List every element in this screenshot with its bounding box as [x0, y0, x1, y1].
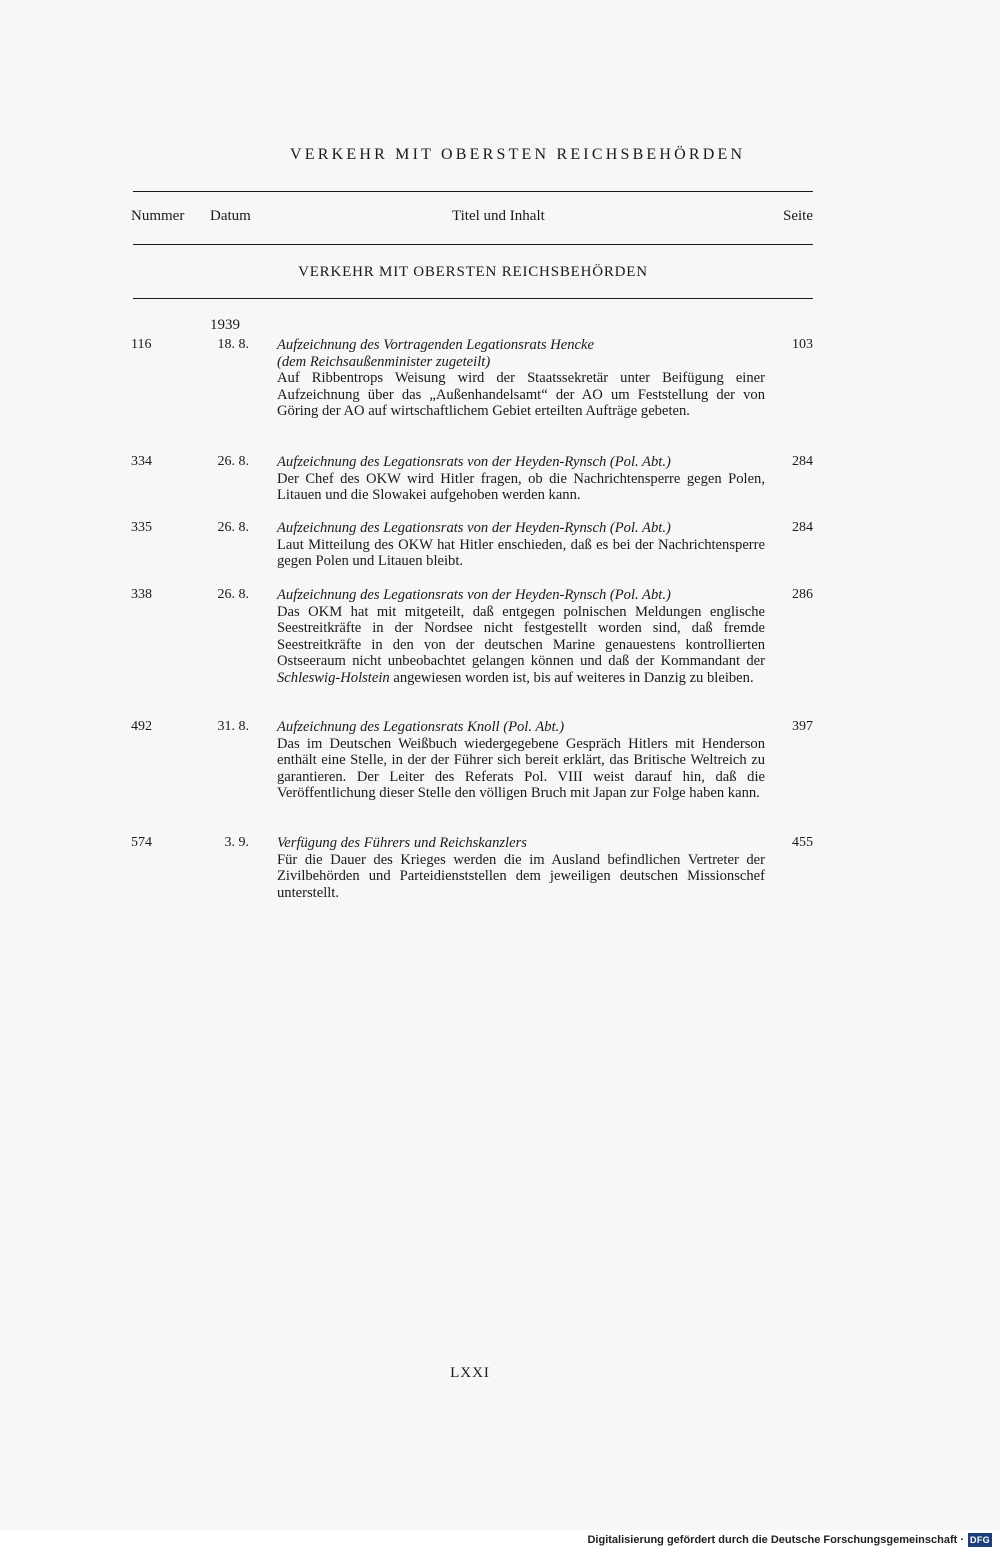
entry-date: 18. 8. [217, 337, 249, 352]
section-title: VERKEHR MIT OBERSTEN REICHSBEHÖRDEN [298, 264, 648, 280]
entry-date: 26. 8. [217, 454, 249, 469]
entry-text [277, 587, 765, 687]
entry-number: 116 [131, 337, 152, 352]
entry-text [277, 835, 765, 901]
page-folio: LXXI [450, 1365, 490, 1381]
entry-body: Das im Deutschen Weißbuch wiedergegebene Gespräch Hitlers mit Henderson enthält eine Stelle, in der der Führer sich bereit erklärt, das Britische Weltreich zu garantieren. Der Leiter des Referats Pol. VIII weist darauf hin, daß die Veröffentlichung dieser Stelle den völligen Bruch mit Japan zur Folge haben kann. [277, 735, 765, 802]
entry-body-text: angewiesen worden ist, bis auf weiteres in Danzig zu bleiben. [389, 669, 754, 686]
entry-body: Laut Mitteilung des OKW hat Hitler enschieden, daß es bei der Nachrichtensperre gegen Polen und Litauen bleibt. [277, 536, 765, 570]
entry-page: 455 [792, 835, 813, 850]
entry-title: Aufzeichnung des Legationsrats Knoll (Pol. Abt.) [277, 719, 565, 735]
entry-text [277, 337, 765, 420]
top-rule [133, 191, 813, 192]
entry-body [277, 604, 765, 687]
entry-date: 26. 8. [217, 587, 249, 602]
entry-text [277, 520, 765, 570]
column-header-number: Nummer [131, 208, 185, 224]
dfg-logo[interactable]: DFG [968, 1533, 992, 1547]
entry-subtitle: (dem Reichsaußenminister zugeteilt) [277, 353, 491, 370]
column-header-page: Seite [783, 208, 813, 224]
entry-title: Verfügung des Führers und Reichskanzlers [277, 835, 527, 851]
entry-body: Für die Dauer des Krieges werden die im Ausland befindlichen Vertreter der Zivilbehörden und Parteidienststellen dem jeweiligen deutschen Missionschef unterstellt. [277, 851, 765, 901]
year-label: 1939 [210, 317, 240, 333]
entry-page: 397 [792, 719, 813, 734]
entry-body-text: Das OKM hat mit mitgeteilt, daß entgegen polnischen Meldungen englische Seestreitkräfte in der Nordsee nicht festgestellt worden sind, daß fremde Seestreitkräfte in den von der deutschen Marine genauestens kontrollierten Ostseeraum nicht unbeobachtet gelangen können und daß der Kommandant der [277, 603, 765, 670]
section-rule [133, 298, 813, 299]
entry-number: 334 [131, 454, 152, 469]
column-header-date: Datum [210, 208, 251, 224]
entry-text [277, 719, 765, 802]
column-header-title: Titel und Inhalt [452, 208, 545, 224]
entry-title: Aufzeichnung des Legationsrats von der Heyden-Rynsch (Pol. Abt.) [277, 454, 671, 470]
entry-number: 335 [131, 520, 152, 535]
entry-title: Aufzeichnung des Vortragenden Legationsrats Hencke [277, 337, 594, 353]
digitization-footer [0, 1530, 1000, 1554]
entry-text [277, 454, 765, 504]
entry-date: 31. 8. [217, 719, 249, 734]
entry-title: Aufzeichnung des Legationsrats von der Heyden-Rynsch (Pol. Abt.) [277, 520, 671, 536]
header-rule [133, 244, 813, 245]
entry-date: 3. 9. [224, 835, 249, 850]
entry-page: 284 [792, 454, 813, 469]
entry-title: Aufzeichnung des Legationsrats von der Heyden-Rynsch (Pol. Abt.) [277, 587, 671, 603]
ship-name: Schleswig-Holstein [277, 669, 390, 686]
entry-body: Der Chef des OKW wird Hitler fragen, ob die Nachrichtensperre gegen Polen, Litauen und die Slowakei aufgehoben werden kann. [277, 470, 765, 504]
entry-number: 492 [131, 719, 152, 734]
running-head: VERKEHR MIT OBERSTEN REICHSBEHÖRDEN [290, 146, 746, 163]
entry-number: 338 [131, 587, 152, 602]
entry-number: 574 [131, 835, 152, 850]
funding-notice[interactable]: Digitalisierung gefördert durch die Deutsche Forschungsgemeinschaft · [587, 1534, 964, 1546]
entry-page: 103 [792, 337, 813, 352]
entry-body: Auf Ribbentrops Weisung wird der Staatssekretär unter Beifügung einer Aufzeichnung über das „Außenhandelsamt“ der AO um Feststellung der von Göring der AO auf wirtschaftlichem Gebiet erteilten Aufträge gebeten. [277, 370, 765, 420]
entry-page: 284 [792, 520, 813, 535]
entry-date: 26. 8. [217, 520, 249, 535]
entry-page: 286 [792, 587, 813, 602]
